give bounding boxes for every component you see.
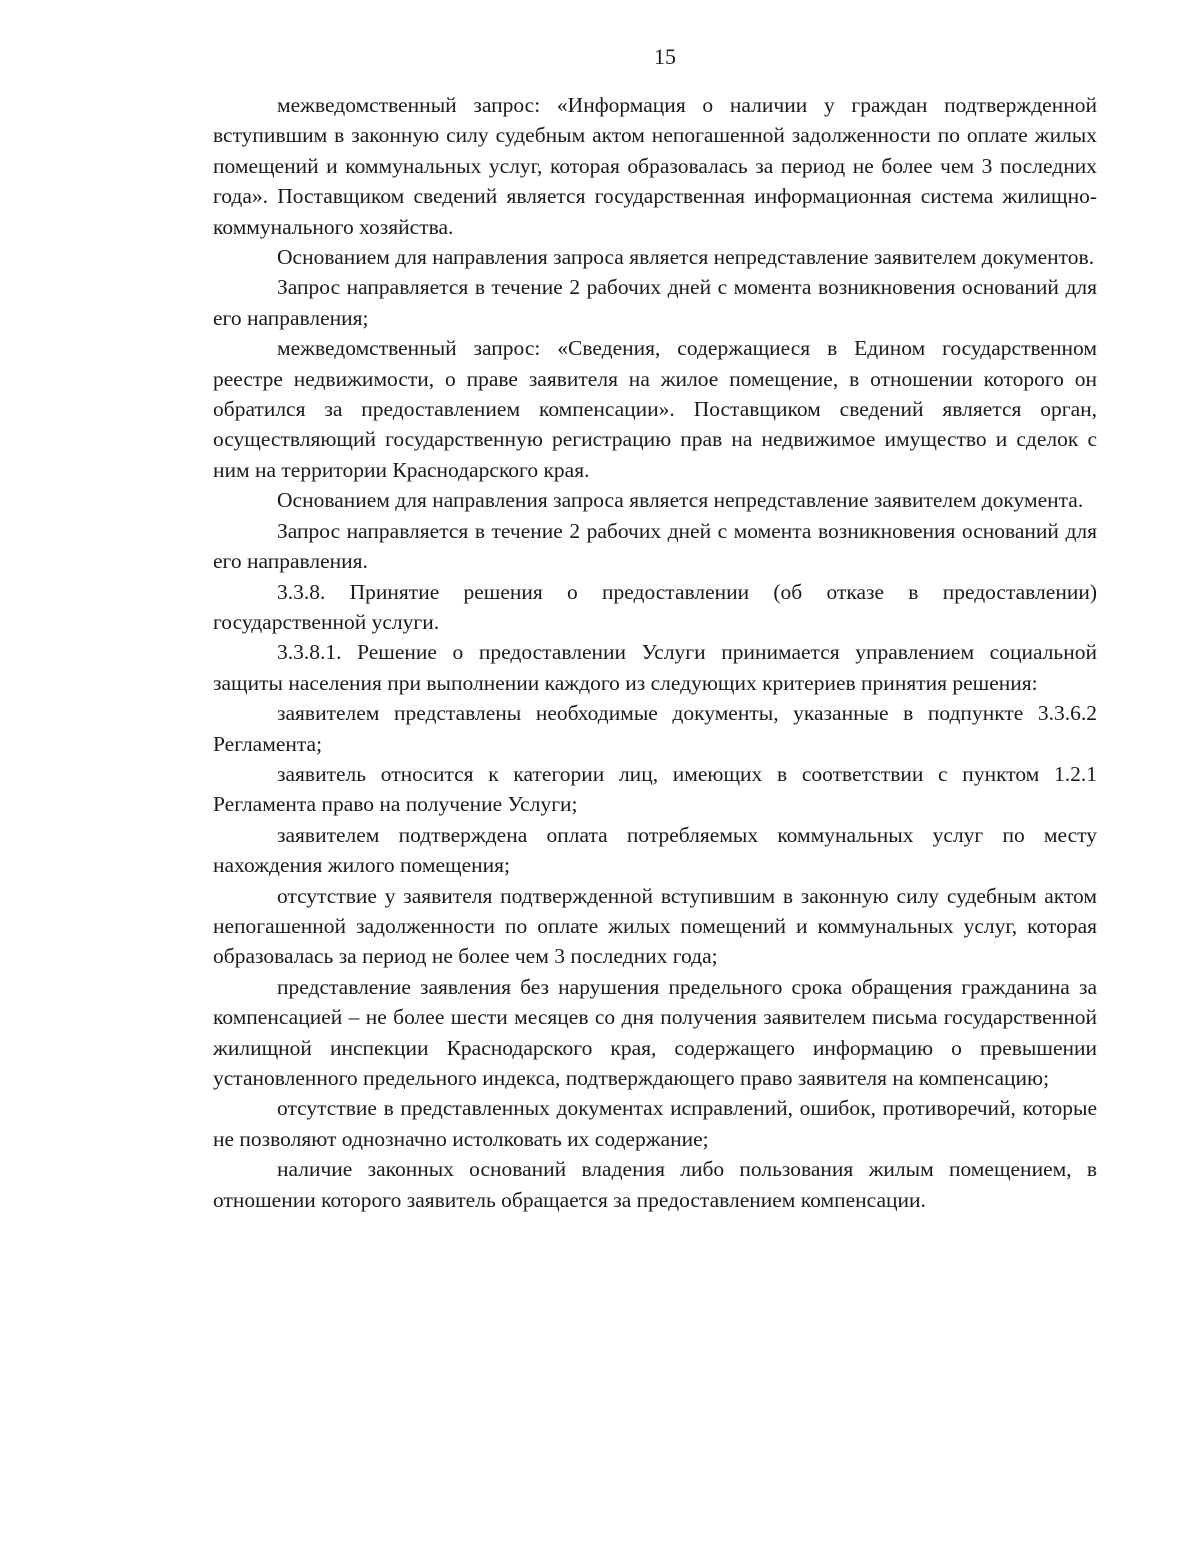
paragraph: Запрос направляется в течение 2 рабочих дней с момента возникновения оснований для его направления. [213, 518, 1097, 574]
paragraph: отсутствие в представленных документах исправлений, ошибок, противоречий, которые не позволяют однозначно истолковать их содержание; [213, 1096, 1097, 1151]
paragraph: межведомственный запрос: «Сведения, содержащиеся в Едином государственном реестре недвижимости, о праве заявителя на жилое помещение, в отношении которого он обратился за предоставлением компенсации». Поставщиком сведений является орган, осуществляющий государственную регистрацию прав на недвижимое имущество и сделок с ним на территории Краснодарского края. [213, 336, 1097, 482]
page-number: 15 [654, 44, 676, 69]
paragraph: представление заявления без нарушения предельного срока обращения гражданина за компенсацией – не более шести месяцев со дня получения заявителем письма государственной жилищной инспекции Краснодарского края, содержащего информацию о превышении установленного предельного индекса, подтверждающего право заявителя на компенсацию; [213, 974, 1097, 1090]
paragraph: межведомственный запрос: «Информация о наличии у граждан подтвержденной вступившим в законную силу судебным актом непогашенной задолженности по оплате жилых помещений и коммунальных услуг, которая образовалась за период не более чем 3 последних года». Поставщиком сведений является государственная информационная система жилищно-коммунального хозяйства. [213, 93, 1097, 239]
paragraph: отсутствие у заявителя подтвержденной вступившим в законную силу судебным актом непогашенной задолженности по оплате жилых помещений и коммунальных услуг, которая образовалась за период не более чем 3 последних года; [213, 883, 1097, 969]
paragraph: 3.3.8. Принятие решения о предоставлении (об отказе в предоставлении) государственной услуги. [213, 579, 1097, 634]
paragraph: наличие законных оснований владения либо пользования жилым помещением, в отношении которого заявитель обращается за предоставлением компенсации. [213, 1157, 1097, 1212]
paragraph: Основанием для направления запроса является непредставление заявителем документа. [277, 488, 1084, 513]
paragraph: заявитель относится к категории лиц, имеющих в соответствии с пунктом 1.2.1 Регламента право на получение Услуги; [213, 761, 1097, 817]
paragraph: Запрос направляется в течение 2 рабочих дней с момента возникновения оснований для его направления; [213, 275, 1097, 330]
paragraph: Основанием для направления запроса является непредставление заявителем документов. [277, 245, 1095, 270]
document-page [213, 42, 1097, 1215]
paragraph: 3.3.8.1. Решение о предоставлении Услуги принимается управлением социальной защиты населения при выполнении каждого из следующих критериев принятия решения: [213, 640, 1097, 695]
paragraph: заявителем подтверждена оплата потребляемых коммунальных услуг по месту нахождения жилого помещения; [213, 822, 1097, 878]
paragraph: заявителем представлены необходимые документы, указанные в подпункте 3.3.6.2 Регламента; [213, 701, 1097, 756]
